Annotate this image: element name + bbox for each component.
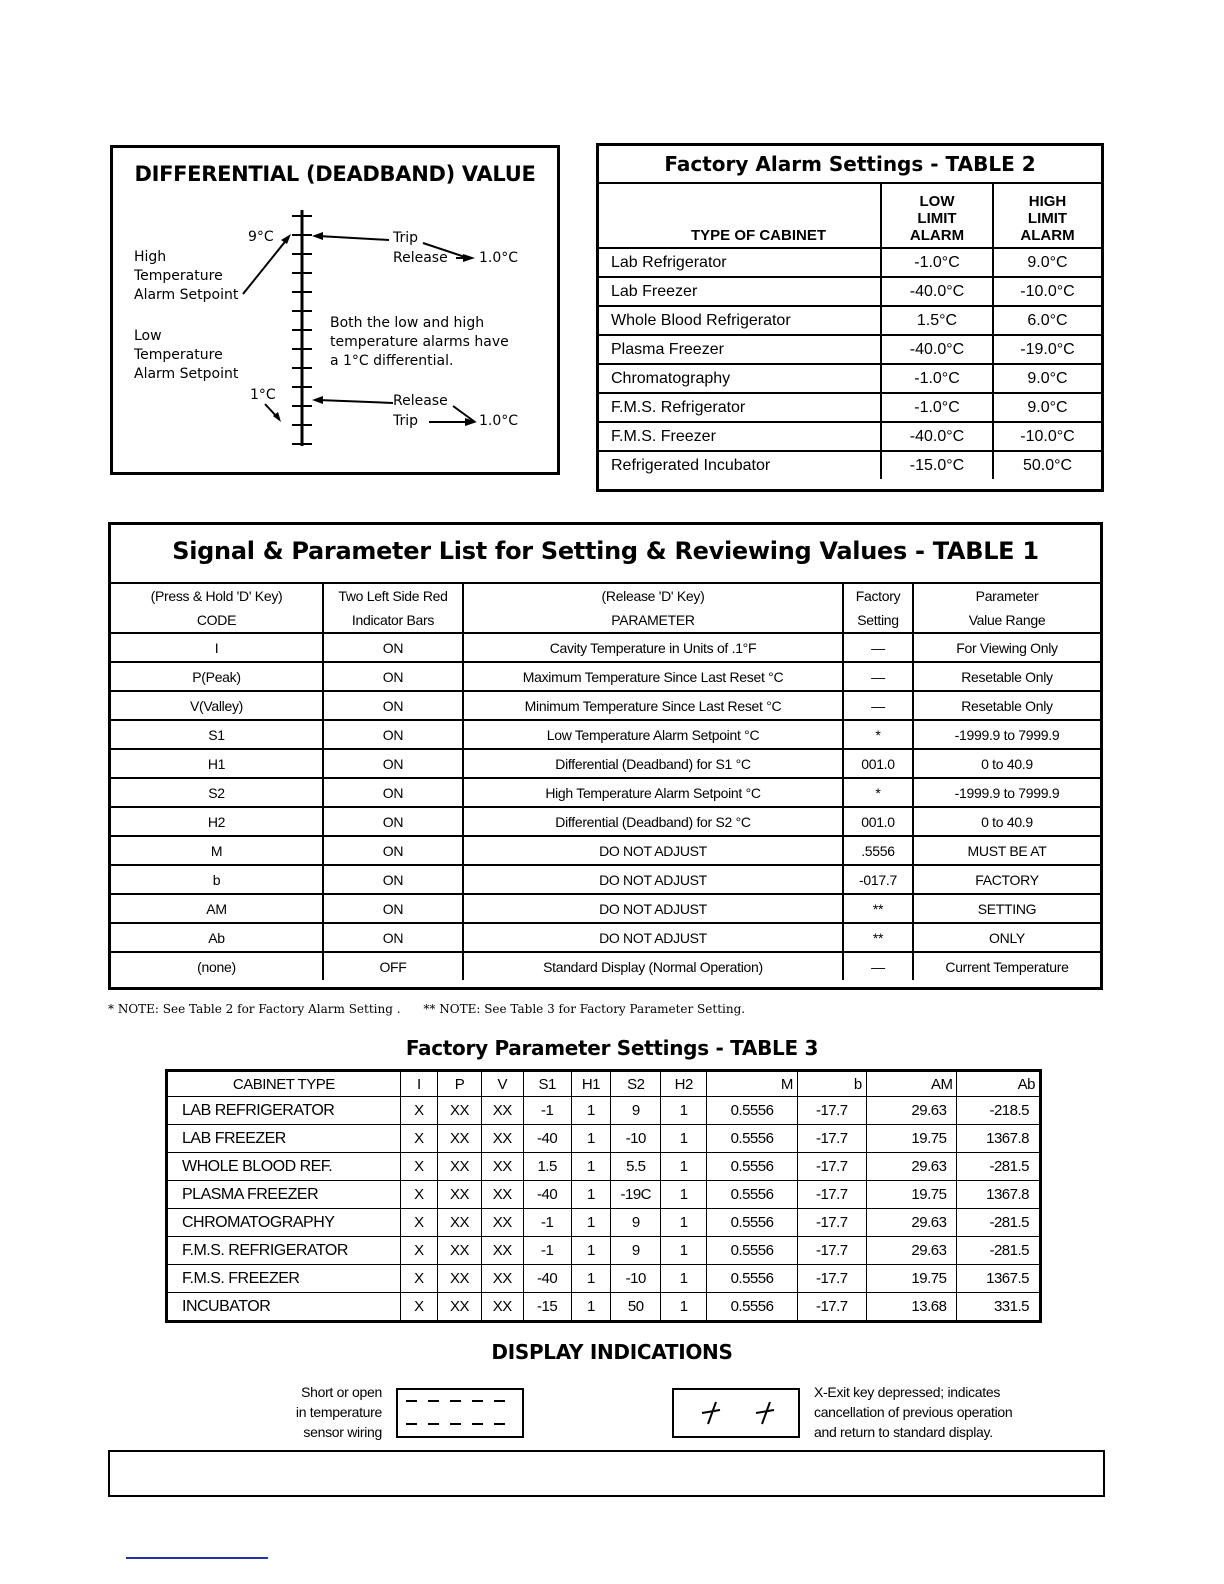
h2-cell: 1 [661, 1209, 707, 1237]
ab-cell: 1367.8 [957, 1181, 1041, 1209]
table2-grid [599, 182, 1101, 479]
cabinet-type-cell: LAB FREEZER [167, 1125, 401, 1153]
low-limit-cell: -1.0°C [881, 248, 993, 277]
am-cell: 19.75 [866, 1181, 957, 1209]
factory-setting-cell: — [843, 691, 913, 720]
s2-cell: 9 [611, 1097, 661, 1125]
value-range-cell: For Viewing Only [913, 633, 1100, 662]
parameter-cell: Differential (Deadband) for S1 °C [463, 749, 843, 778]
s2-cell: 50 [611, 1293, 661, 1322]
indicator-cell: ON [323, 865, 463, 894]
table3-title: Factory Parameter Settings - TABLE 3 [405, 1036, 819, 1060]
table-row [167, 1265, 1041, 1293]
factory-setting-cell: — [843, 662, 913, 691]
release-label-low: Release [393, 393, 448, 409]
s1-cell: -40 [523, 1125, 571, 1153]
indicator-cell: ON [323, 749, 463, 778]
parameter-cell: Low Temperature Alarm Setpoint °C [463, 720, 843, 749]
table-row [111, 952, 1100, 980]
b-cell: -17.7 [797, 1265, 866, 1293]
i-cell: X [400, 1209, 438, 1237]
release-label-high: Release [393, 250, 448, 266]
m-cell: 0.5556 [707, 1237, 798, 1265]
table-row [167, 1293, 1041, 1322]
table1-header-factory: Factory Setting [843, 583, 913, 633]
v-cell: XX [481, 1265, 523, 1293]
s2-cell: -19C [611, 1181, 661, 1209]
v-cell: XX [481, 1097, 523, 1125]
p-cell: XX [438, 1265, 482, 1293]
low-limit-cell: -1.0°C [881, 393, 993, 422]
indicator-cell: OFF [323, 952, 463, 980]
high-limit-cell: 50.0°C [993, 451, 1101, 479]
table3-header-cell: V [481, 1071, 523, 1097]
value-range-cell: FACTORY [913, 865, 1100, 894]
exit-key-caption: X-Exit key depressed; indicates cancellation of previous operation and return to standard display. [814, 1384, 1013, 1440]
b-cell: -17.7 [797, 1209, 866, 1237]
indicator-cell: ON [323, 778, 463, 807]
code-cell: P(Peak) [111, 662, 323, 691]
delta-label-high: 1.0°C [479, 250, 519, 266]
i-cell: X [400, 1237, 438, 1265]
s1-cell: -1 [523, 1097, 571, 1125]
code-cell: M [111, 836, 323, 865]
table1-header-range: Parameter Value Range [913, 583, 1100, 633]
h1-cell: 1 [571, 1293, 611, 1322]
p-cell: XX [438, 1209, 482, 1237]
table-row [167, 1181, 1041, 1209]
m-cell: 0.5556 [707, 1153, 798, 1181]
table-footnotes: * NOTE: See Table 2 for Factory Alarm Setting . ** NOTE: See Table 3 for Factory Parameter Setting. [108, 1002, 746, 1016]
table3-header-cell: H2 [661, 1071, 707, 1097]
table-row [167, 1209, 1041, 1237]
high-limit-cell: -19.0°C [993, 335, 1101, 364]
p-cell: XX [438, 1153, 482, 1181]
parameter-cell: Minimum Temperature Since Last Reset °C [463, 691, 843, 720]
short-sensor-caption: Short or open in temperature sensor wiring [295, 1384, 382, 1440]
parameter-cell: Standard Display (Normal Operation) [463, 952, 843, 980]
indicator-cell: ON [323, 894, 463, 923]
m-cell: 0.5556 [707, 1125, 798, 1153]
factory-setting-cell: -017.7 [843, 865, 913, 894]
low-limit-cell: -40.0°C [881, 422, 993, 451]
h2-cell: 1 [661, 1237, 707, 1265]
b-cell: -17.7 [797, 1153, 866, 1181]
value-range-cell: -1999.9 to 7999.9 [913, 778, 1100, 807]
low-limit-cell: -40.0°C [881, 277, 993, 306]
value-range-cell: 0 to 40.9 [913, 749, 1100, 778]
cabinet-type-cell: LAB REFRIGERATOR [167, 1097, 401, 1125]
ab-cell: -218.5 [957, 1097, 1041, 1125]
factory-setting-cell: 001.0 [843, 749, 913, 778]
factory-alarm-settings-table2 [596, 143, 1104, 492]
differential-title: DIFFERENTIAL (DEADBAND) VALUE [134, 162, 536, 186]
value-range-cell: 0 to 40.9 [913, 807, 1100, 836]
cabinet-type-cell: F.M.S. REFRIGERATOR [167, 1237, 401, 1265]
table-row [599, 335, 1101, 364]
indicator-cell: ON [323, 807, 463, 836]
table3-header-cell: P [438, 1071, 482, 1097]
high-limit-cell: 9.0°C [993, 248, 1101, 277]
indicator-cell: ON [323, 662, 463, 691]
table3-header-cell: CABINET TYPE [167, 1071, 401, 1097]
i-cell: X [400, 1153, 438, 1181]
am-cell: 19.75 [866, 1125, 957, 1153]
indicator-cell: ON [323, 720, 463, 749]
h1-cell: 1 [571, 1265, 611, 1293]
signal-parameter-table1 [108, 522, 1103, 990]
value-range-cell: ONLY [913, 923, 1100, 952]
code-cell: AM [111, 894, 323, 923]
parameter-cell: High Temperature Alarm Setpoint °C [463, 778, 843, 807]
trip-label-high: Trip [393, 230, 419, 246]
factory-setting-cell: ** [843, 894, 913, 923]
table3-header-cell: H1 [571, 1071, 611, 1097]
table-row [111, 778, 1100, 807]
table3-header-cell: M [707, 1071, 798, 1097]
m-cell: 0.5556 [707, 1265, 798, 1293]
am-cell: 13.68 [866, 1293, 957, 1322]
h2-cell: 1 [661, 1125, 707, 1153]
parameter-cell: Differential (Deadband) for S2 °C [463, 807, 843, 836]
ab-cell: -281.5 [957, 1237, 1041, 1265]
ab-cell: 1367.5 [957, 1265, 1041, 1293]
value-range-cell: Resetable Only [913, 662, 1100, 691]
table3-header-cell: b [797, 1071, 866, 1097]
p-cell: XX [438, 1237, 482, 1265]
am-cell: 29.63 [866, 1237, 957, 1265]
h1-cell: 1 [571, 1125, 611, 1153]
code-cell: (none) [111, 952, 323, 980]
table1-grid [111, 582, 1100, 980]
table-row [167, 1237, 1041, 1265]
parameter-cell: DO NOT ADJUST [463, 923, 843, 952]
table3-header-cell: I [400, 1071, 438, 1097]
p-cell: XX [438, 1293, 482, 1322]
s2-cell: -10 [611, 1125, 661, 1153]
value-range-cell: Resetable Only [913, 691, 1100, 720]
h2-cell: 1 [661, 1293, 707, 1322]
cabinet-type-cell: F.M.S. Freezer [599, 422, 881, 451]
indicator-cell: ON [323, 691, 463, 720]
v-cell: XX [481, 1181, 523, 1209]
table-row [111, 749, 1100, 778]
differential-note: Both the low and high temperature alarms have a 1°C differential. [330, 315, 509, 369]
i-cell: X [400, 1097, 438, 1125]
factory-setting-cell: * [843, 778, 913, 807]
table2-header-high: HIGH LIMIT ALARM [993, 183, 1101, 248]
cabinet-type-cell: CHROMATOGRAPHY [167, 1209, 401, 1237]
table3-header-cell: AM [866, 1071, 957, 1097]
table-row [111, 894, 1100, 923]
footer-box [108, 1450, 1105, 1497]
table-row [111, 807, 1100, 836]
v-cell: XX [481, 1293, 523, 1322]
table-row [599, 248, 1101, 277]
factory-setting-cell: * [843, 720, 913, 749]
low-temp-label: 1°C [250, 387, 276, 403]
am-cell: 29.63 [866, 1153, 957, 1181]
b-cell: -17.7 [797, 1125, 866, 1153]
high-limit-cell: -10.0°C [993, 277, 1101, 306]
low-limit-cell: -40.0°C [881, 335, 993, 364]
h1-cell: 1 [571, 1097, 611, 1125]
h2-cell: 1 [661, 1097, 707, 1125]
m-cell: 0.5556 [707, 1209, 798, 1237]
p-cell: XX [438, 1125, 482, 1153]
s1-cell: -40 [523, 1181, 571, 1209]
indicator-cell: ON [323, 633, 463, 662]
differential-diagram [110, 145, 560, 475]
table-row [599, 451, 1101, 479]
parameter-cell: DO NOT ADJUST [463, 836, 843, 865]
h1-cell: 1 [571, 1153, 611, 1181]
code-cell: I [111, 633, 323, 662]
table1-header-code: (Press & Hold 'D' Key) CODE [111, 583, 323, 633]
value-range-cell: -1999.9 to 7999.9 [913, 720, 1100, 749]
low-setpoint-label: Low Temperature Alarm Setpoint [134, 328, 239, 382]
high-temp-label: 9°C [248, 229, 274, 245]
table-row [111, 836, 1100, 865]
table-row [111, 691, 1100, 720]
h2-cell: 1 [661, 1265, 707, 1293]
parameter-cell: Maximum Temperature Since Last Reset °C [463, 662, 843, 691]
h2-cell: 1 [661, 1181, 707, 1209]
s2-cell: 5.5 [611, 1153, 661, 1181]
table-row [167, 1153, 1041, 1181]
p-cell: XX [438, 1097, 482, 1125]
high-limit-cell: -10.0°C [993, 422, 1101, 451]
v-cell: XX [481, 1209, 523, 1237]
code-cell: V(Valley) [111, 691, 323, 720]
v-cell: XX [481, 1125, 523, 1153]
b-cell: -17.7 [797, 1237, 866, 1265]
trip-label-low: Trip [393, 413, 419, 429]
i-cell: X [400, 1125, 438, 1153]
table-row [111, 865, 1100, 894]
ab-cell: -281.5 [957, 1209, 1041, 1237]
code-cell: H2 [111, 807, 323, 836]
s1-cell: 1.5 [523, 1153, 571, 1181]
table1-title: Signal & Parameter List for Setting & Reviewing Values - TABLE 1 [172, 537, 1039, 565]
parameter-cell: DO NOT ADJUST [463, 865, 843, 894]
m-cell: 0.5556 [707, 1097, 798, 1125]
table2-header-cabinet: TYPE OF CABINET [599, 183, 881, 248]
table1-header-parameter: (Release 'D' Key) PARAMETER [463, 583, 843, 633]
table-row [111, 720, 1100, 749]
high-limit-cell: 6.0°C [993, 306, 1101, 335]
value-range-cell: MUST BE AT [913, 836, 1100, 865]
high-limit-cell: 9.0°C [993, 393, 1101, 422]
p-cell: XX [438, 1181, 482, 1209]
cabinet-type-cell: Whole Blood Refrigerator [599, 306, 881, 335]
s1-cell: -40 [523, 1265, 571, 1293]
code-cell: H1 [111, 749, 323, 778]
table-row [111, 662, 1100, 691]
factory-setting-cell: 001.0 [843, 807, 913, 836]
am-cell: 19.75 [866, 1265, 957, 1293]
code-cell: b [111, 865, 323, 894]
v-cell: XX [481, 1237, 523, 1265]
parameter-cell: Cavity Temperature in Units of .1°F [463, 633, 843, 662]
table3-header-cell: Ab [957, 1071, 1041, 1097]
v-cell: XX [481, 1153, 523, 1181]
h2-cell: 1 [661, 1153, 707, 1181]
factory-parameter-table3 [165, 1069, 1042, 1323]
footnote-rule [126, 1557, 268, 1559]
h1-cell: 1 [571, 1209, 611, 1237]
table-row [599, 422, 1101, 451]
table2-title: Factory Alarm Settings - TABLE 2 [664, 152, 1036, 176]
s2-cell: 9 [611, 1237, 661, 1265]
value-range-cell: Current Temperature [913, 952, 1100, 980]
delta-label-low: 1.0°C [479, 413, 519, 429]
cabinet-type-cell: WHOLE BLOOD REF. [167, 1153, 401, 1181]
factory-setting-cell: ** [843, 923, 913, 952]
s2-cell: 9 [611, 1209, 661, 1237]
h1-cell: 1 [571, 1181, 611, 1209]
cabinet-type-cell: PLASMA FREEZER [167, 1181, 401, 1209]
code-cell: S1 [111, 720, 323, 749]
value-range-cell: SETTING [913, 894, 1100, 923]
high-limit-cell: 9.0°C [993, 364, 1101, 393]
table3-header-cell: S2 [611, 1071, 661, 1097]
s1-cell: -1 [523, 1237, 571, 1265]
m-cell: 0.5556 [707, 1293, 798, 1322]
i-cell: X [400, 1265, 438, 1293]
code-cell: S2 [111, 778, 323, 807]
table2-header-low: LOW LIMIT ALARM [881, 183, 993, 248]
ab-cell: -281.5 [957, 1153, 1041, 1181]
table-row [599, 277, 1101, 306]
table-row [599, 393, 1101, 422]
cabinet-type-cell: F.M.S. Refrigerator [599, 393, 881, 422]
table1-header-indicator: Two Left Side Red Indicator Bars [323, 583, 463, 633]
ab-cell: 331.5 [957, 1293, 1041, 1322]
table3-header-cell: S1 [523, 1071, 571, 1097]
cabinet-type-cell: Chromatography [599, 364, 881, 393]
i-cell: X [400, 1181, 438, 1209]
cabinet-type-cell: Lab Freezer [599, 277, 881, 306]
s1-cell: -1 [523, 1209, 571, 1237]
table-row [111, 923, 1100, 952]
cabinet-type-cell: INCUBATOR [167, 1293, 401, 1322]
short-sensor-display-icon [396, 1388, 524, 1438]
high-setpoint-label: High Temperature Alarm Setpoint [134, 249, 239, 303]
low-limit-cell: 1.5°C [881, 306, 993, 335]
h1-cell: 1 [571, 1237, 611, 1265]
factory-setting-cell: — [843, 952, 913, 980]
s1-cell: -15 [523, 1293, 571, 1322]
ab-cell: 1367.8 [957, 1125, 1041, 1153]
b-cell: -17.7 [797, 1293, 866, 1322]
b-cell: -17.7 [797, 1097, 866, 1125]
indicator-cell: ON [323, 923, 463, 952]
table-row [111, 633, 1100, 662]
exit-key-display-icon [672, 1388, 800, 1438]
indicator-cell: ON [323, 836, 463, 865]
i-cell: X [400, 1293, 438, 1322]
code-cell: Ab [111, 923, 323, 952]
s2-cell: -10 [611, 1265, 661, 1293]
display-indications-title: DISPLAY INDICATIONS [491, 1340, 733, 1364]
factory-setting-cell: .5556 [843, 836, 913, 865]
cabinet-type-cell: Plasma Freezer [599, 335, 881, 364]
am-cell: 29.63 [866, 1209, 957, 1237]
table-row [599, 306, 1101, 335]
table-row [167, 1097, 1041, 1125]
am-cell: 29.63 [866, 1097, 957, 1125]
low-limit-cell: -1.0°C [881, 364, 993, 393]
factory-setting-cell: — [843, 633, 913, 662]
table-row [599, 364, 1101, 393]
cabinet-type-cell: Refrigerated Incubator [599, 451, 881, 479]
cabinet-type-cell: Lab Refrigerator [599, 248, 881, 277]
table-row [167, 1125, 1041, 1153]
m-cell: 0.5556 [707, 1181, 798, 1209]
cabinet-type-cell: F.M.S. FREEZER [167, 1265, 401, 1293]
low-limit-cell: -15.0°C [881, 451, 993, 479]
b-cell: -17.7 [797, 1181, 866, 1209]
parameter-cell: DO NOT ADJUST [463, 894, 843, 923]
